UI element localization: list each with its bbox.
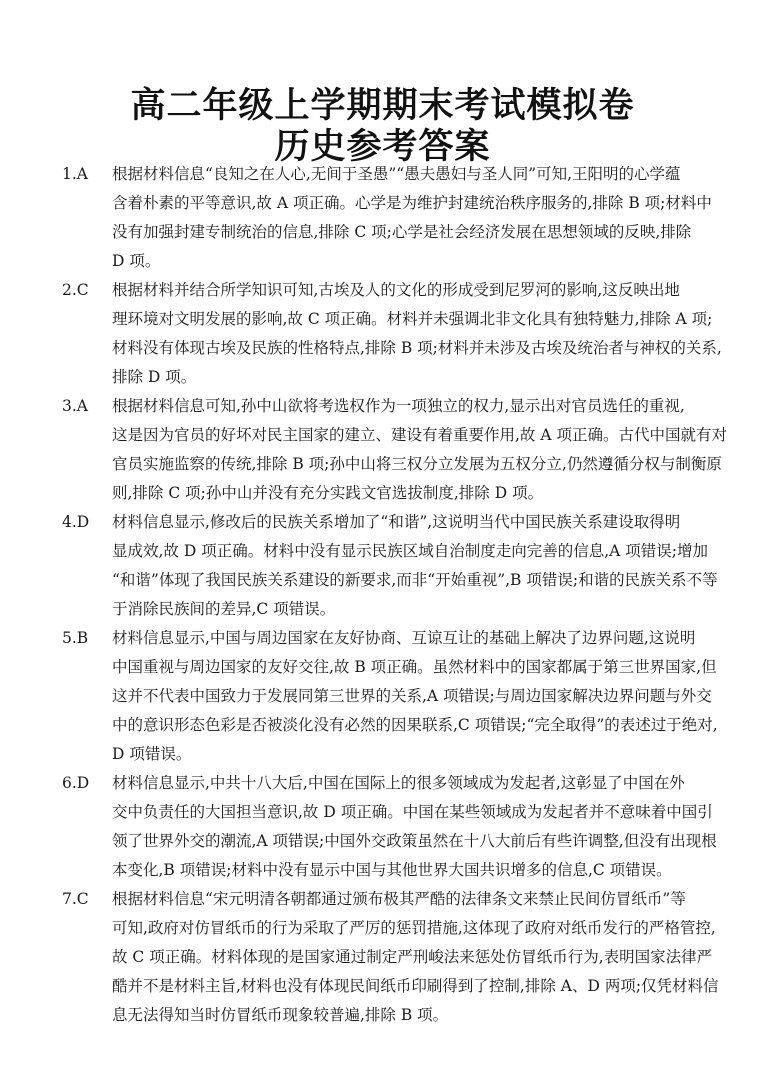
- answer-item: [62, 624, 718, 769]
- answer-number: 7.C: [62, 890, 89, 908]
- answer-number: 3.A: [62, 397, 88, 415]
- answer-line: 酷并不是材料主旨,材料也没有体现民间纸币印刷得到了控制,排除 A、D 两项;仅凭材料信: [112, 977, 719, 995]
- answer-line: 含着朴素的平等意识,故 A 项正确。心学是为维护封建统治秩序服务的,排除 B 项;材料中: [112, 194, 712, 212]
- answer-line: D 项。: [112, 252, 161, 270]
- answer-line: 中国重视与周边国家的友好交往,故 B 项正确。虽然材料中的国家都属于第三世界国家,但: [112, 658, 717, 676]
- answer-text: [112, 392, 727, 508]
- answer-number: 4.D: [62, 513, 90, 531]
- answer-line: 于消除民族间的差异,C 项错误。: [112, 600, 336, 618]
- answer-item: [62, 885, 719, 1030]
- answer-line: 故 C 项正确。材料体现的是国家通过制定严刑峻法来惩处仿冒纸币行为,表明国家法律严: [112, 948, 713, 966]
- answer-line: D 项错误。: [112, 745, 192, 763]
- answer-line: 理环境对文明发展的影响,故 C 项正确。材料并未强调北非文化具有独特魅力,排除 A 项;: [112, 310, 713, 328]
- answer-line: 官员实施监察的传统,排除 B 项;孙中山将三权分立发展为五权分立,仍然遵循分权与制衡原: [112, 455, 722, 473]
- answer-line: 本变化,B 项错误;材料中没有显示中国与其他世界大国共识增多的信息,C 项错误。: [112, 861, 672, 879]
- answer-line: 材料信息显示,中国与周边国家在友好协商、互谅互让的基础上解决了边界问题,这说明: [112, 629, 696, 647]
- answer-text: [112, 885, 719, 1030]
- answer-item: [62, 392, 727, 508]
- answer-line: 则,排除 C 项;孙中山并没有充分实践文官选拔制度,排除 D 项。: [112, 484, 544, 502]
- answer-item: [62, 508, 718, 624]
- answer-line: 这是因为官员的好坏对民主国家的建立、建设有着重要作用,故 A 项正确。古代中国就有对: [112, 426, 727, 444]
- answer-list: [62, 160, 727, 1030]
- answer-text: [112, 276, 722, 392]
- answer-line: 根据材料信息可知,孙中山欲将考选权作为一项独立的权力,显示出对官员选任的重视,: [112, 397, 685, 415]
- answer-line: 材料信息显示,修改后的民族关系增加了“和谐”,这说明当代中国民族关系建设取得明: [112, 513, 681, 531]
- answer-item: [62, 769, 717, 885]
- answer-line: 材料没有体现古埃及民族的性格特点,排除 B 项;材料并未涉及古埃及统治者与神权的关系,: [112, 339, 722, 357]
- answer-line: 息无法得知当时仿冒纸币现象较普遍,排除 B 项。: [112, 1006, 449, 1024]
- answer-number: 2.C: [62, 281, 89, 299]
- answer-line: 中的意识形态色彩是否被淡化没有必然的因果联系,C 项错误;“完全取得”的表述过于绝对,: [112, 716, 718, 734]
- answer-item: [62, 276, 722, 392]
- answer-line: 根据材料信息“宋元明清各朝都通过颁布极其严酷的法律条文来禁止民间仿冒纸币”等: [112, 890, 686, 908]
- document-title: 高二年级上学期期末考试模拟卷: [130, 86, 635, 126]
- answer-text: [112, 160, 712, 276]
- answer-line: “和谐”体现了我国民族关系建设的新要求,而非“开始重视”,B 项错误;和谐的民族关系不等: [112, 571, 718, 589]
- answer-line: 显成效,故 D 项正确。材料中没有显示民族区域自治制度走向完善的信息,A 项错误;增加: [112, 542, 708, 560]
- answer-number: 5.B: [62, 629, 89, 647]
- answer-number: 1.A: [62, 165, 88, 183]
- answer-line: 这并不代表中国致力于发展同第三世界的关系,A 项错误;与周边国家解决边界问题与外交: [112, 687, 712, 705]
- answer-line: 排除 D 项。: [112, 368, 197, 386]
- answer-text: [112, 508, 718, 624]
- answer-number: 6.D: [62, 774, 90, 792]
- answer-text: [112, 769, 717, 885]
- document-subtitle: 历史参考答案: [274, 127, 491, 167]
- answer-line: 没有加强封建专制统治的信息,排除 C 项;心学是社会经济发展在思想领域的反映,排除: [112, 223, 692, 241]
- answer-item: [62, 160, 712, 276]
- answer-line: 交中负责任的大国担当意识,故 D 项正确。中国在某些领域成为发起者并不意味着中国引: [112, 803, 713, 821]
- answer-line: 材料信息显示,中共十八大后,中国在国际上的很多领域成为发起者,这彰显了中国在外: [112, 774, 685, 792]
- answer-line: 领了世界外交的潮流,A 项错误;中国外交政策虽然在十八大前后有些许调整,但没有出现根: [112, 832, 717, 850]
- answer-text: [112, 624, 718, 769]
- answer-line: 根据材料并结合所学知识可知,古埃及人的文化的形成受到尼罗河的影响,这反映出地: [112, 281, 680, 299]
- answer-line: 可知,政府对仿冒纸币的行为采取了严厉的惩罚措施,这体现了政府对纸币发行的严格管控,: [112, 919, 716, 937]
- answer-line: 根据材料信息“良知之在人心,无间于圣愚”“愚夫愚妇与圣人同”可知,王阳明的心学蕴: [112, 165, 681, 183]
